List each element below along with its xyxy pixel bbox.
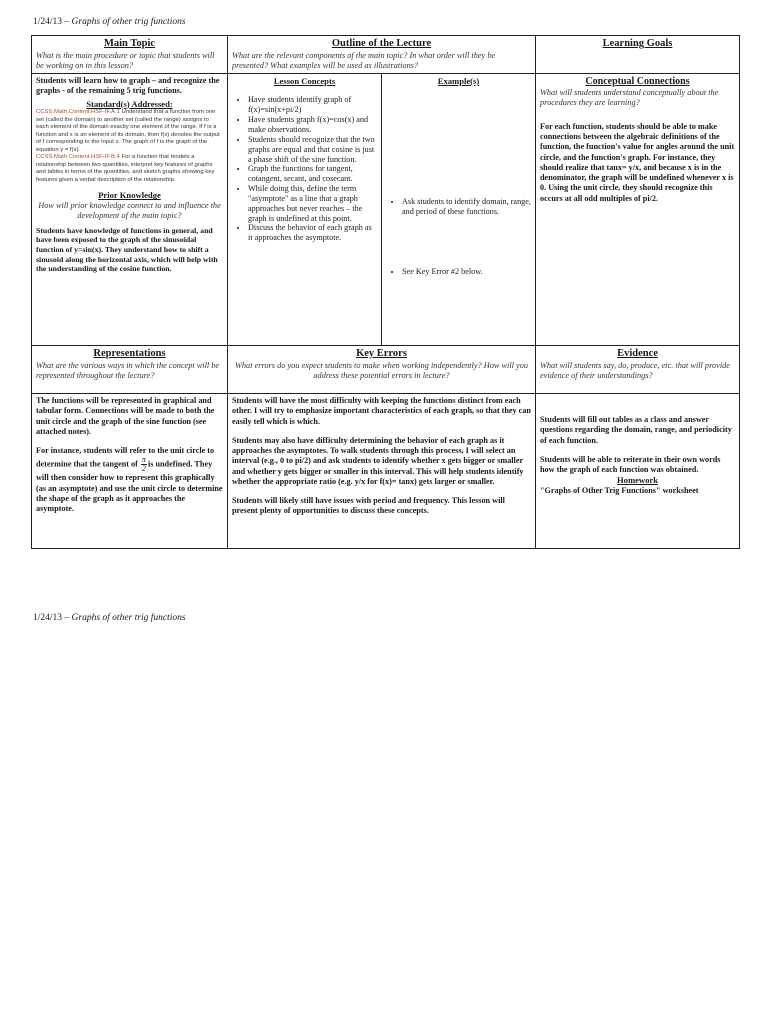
- representations-body-2: [36, 446, 223, 514]
- representations-body-2-pre: For instance, students will refer to the unit circle to determine that the tangent of: [36, 446, 215, 469]
- representations-prompt: What are the various ways in which the concept will be represented throughout the lecture?: [36, 360, 220, 380]
- standard-1-code: CCSS.Math.Content.HSF-IF.A.1: [36, 108, 120, 115]
- prior-knowledge-body: Students have knowledge of functions in general, and have been exposed to the graph of the sinusoidal function of y=sin(x). They understand how to shift a sinusoid along the horizontal axis, which will help with the understanding of the cosine function.: [36, 225, 218, 274]
- example-item: • Ask students to identify domain, range, and period of these functions.: [402, 197, 531, 217]
- conceptual-connections-body: For each function, students should be able to make connections between the algebraic definitions of the function, the function's value for angles around the unit circle, and the function's graph. For instance, they should realize that tanx= y/x, and because x is in the denominator, the graph will be undefined whenever x is 0. Using the unit circle, they should recognize this occurs at all odd multiples of pi/2.: [540, 121, 735, 203]
- conceptual-connections-cell: [536, 74, 740, 346]
- main-topic-header: [32, 36, 228, 74]
- key-errors-header: [228, 346, 536, 394]
- main-topic-body: Students will learn how to graph – and recognize the graphs - of the remaining 5 trig functions.: [36, 76, 220, 96]
- conceptual-connections-prompt: What will students understand conceptually about the procedures they are learning?: [540, 88, 719, 107]
- lesson-plan-table: [31, 35, 740, 549]
- page-header: [33, 17, 186, 27]
- header-sep: –: [62, 17, 72, 27]
- evidence-title: Evidence: [617, 348, 658, 359]
- learning-goals-header: [536, 36, 740, 74]
- key-error-2: Students may also have difficulty determining the behavior of each graph as it approaches the asymptotes. To walk students through this process, I will select an interval (e.g., 0 to pi/2) and ask students to identify whether x gets bigger or smaller and whether y gets bigger or smaller in this interval. This will help students identify whether the appropriate ratio (e.g. y/x for f(x)= tanx) gets larger or smaller.: [232, 435, 524, 486]
- key-errors-cell: [228, 394, 536, 549]
- footer-date: 1/24/13: [33, 613, 63, 623]
- main-topic-cell: [32, 74, 228, 346]
- header-date: 1/24/13: [33, 17, 63, 27]
- fraction-numerator: π: [141, 455, 146, 465]
- outline-prompt: What are the relevant components of the main topic? In what order will they be presented? What examples will be used as illustrations?: [232, 50, 496, 70]
- examples-list-2: [386, 267, 531, 277]
- fraction-denominator: 2: [141, 464, 146, 474]
- concept-item: • Have students graph f(x)=cos(x) and make observations.: [248, 115, 377, 135]
- examples-title: Example(s): [437, 76, 480, 86]
- standard-1-text: Understand that a function from one set (called the domain) to another set (called the range) assigns to each element of the domain exactly one element of the range. If f is a function and x is an element of its domain, then f(x) denotes the output of f corresponding to the input x. The graph of f is the graph of the equation y = f(x).: [36, 108, 220, 153]
- footer-sep: –: [62, 613, 72, 623]
- key-error-3: Students will likely still have issues with period and frequency. This lesson will present plenty of opportunities to discuss these concepts.: [232, 496, 505, 516]
- lesson-concepts-column: [228, 74, 381, 345]
- main-topic-prompt: What is the main procedure or topic that students will be working on in this lesson?: [36, 50, 215, 70]
- examples-column: [381, 74, 535, 345]
- page-footer-header: [33, 613, 186, 623]
- concept-item: • Have students identify graph of f(x)=sin(x+pi/2): [248, 95, 377, 115]
- representations-body-2-post: is undefined. They will then consider how to represent this graphically (as an asymptote) and use the unit circle to determine the shape of the graph as it approaches the asymptote.: [36, 459, 223, 513]
- header-title: Graphs of other trig functions: [71, 17, 186, 27]
- examples-list: [386, 197, 531, 217]
- standard-2: [36, 154, 223, 184]
- evidence-cell: [536, 394, 740, 549]
- footer-title: Graphs of other trig functions: [71, 613, 186, 623]
- standard-2-text: For a function that models a relationship between two quantities, interpret key features of graphs and tables in terms of the quantities, and sketch graphs showing key features given a verbal description of the relationship.: [36, 154, 215, 183]
- evidence-prompt: What will students say, do, produce, etc. that will provide evidence of their understandings?: [540, 360, 730, 380]
- key-errors-prompt: What errors do you expect students to make when working independently? How will you address these potential errors in lecture?: [234, 360, 529, 380]
- representations-header: [32, 346, 228, 394]
- pi-over-2-fraction: [141, 456, 147, 473]
- homework-body: "Graphs of Other Trig Functions" worksheet: [540, 485, 699, 495]
- standards-title: Standard(s) Addressed:: [86, 98, 173, 109]
- concept-item: • While doing this, define the term "asymptote" as a line that a graph approaches but never reaches – the graph is undefined at this point.: [248, 184, 377, 223]
- key-error-1: Students will have the most difficulty with keeping the functions distinct from each other. I will try to emphasize important characteristics of each graph, so that they can easily tell which is which.: [232, 396, 531, 426]
- outline-header: [228, 36, 536, 74]
- outline-title: Outline of the Lecture: [331, 38, 432, 49]
- evidence-body-2: Students will be able to reiterate in their own words how the graph of each function was obtained.: [540, 454, 721, 474]
- key-errors-title: Key Errors: [356, 348, 407, 359]
- example-item: • See Key Error #2 below.: [402, 267, 531, 277]
- learning-goals-title: Learning Goals: [602, 38, 673, 49]
- standard-2-code: CCSS.Math.Content.HSF-IF.B.4: [36, 154, 120, 161]
- standard-1: [36, 109, 223, 154]
- concept-item: • Graph the functions for tangent, cotangent, secant, and cosecant.: [248, 164, 377, 184]
- representations-title: Representations: [93, 348, 166, 359]
- lesson-concepts-title: Lesson Concepts: [273, 76, 336, 86]
- representations-body-1: The functions will be represented in graphical and tabular form. Connections will be made to both the unit circle and the graph of the sine function (see attached notes).: [36, 396, 215, 436]
- prior-knowledge-title: Prior Knowledge: [98, 190, 161, 201]
- evidence-header: [536, 346, 740, 394]
- concept-item: • Students should recognize that the two graphs are equal and that cosine is just a phase shift of the sine function.: [248, 135, 377, 165]
- lesson-concepts-list: [232, 95, 377, 243]
- concept-item: • Discuss the behavior of each graph as it approaches the asymptote.: [248, 223, 377, 243]
- outline-cell: [228, 74, 536, 346]
- representations-cell: [32, 394, 228, 549]
- main-topic-title: Main Topic: [103, 38, 156, 49]
- prior-knowledge-prompt: How will prior knowledge connect to and influence the development of the main topic?: [38, 200, 221, 220]
- homework-title: Homework: [616, 475, 659, 486]
- evidence-body-1: Students will fill out tables as a class and answer questions regarding the domain, range, and periodicity of each function.: [540, 415, 732, 445]
- conceptual-connections-title: Conceptual Connections: [585, 76, 690, 87]
